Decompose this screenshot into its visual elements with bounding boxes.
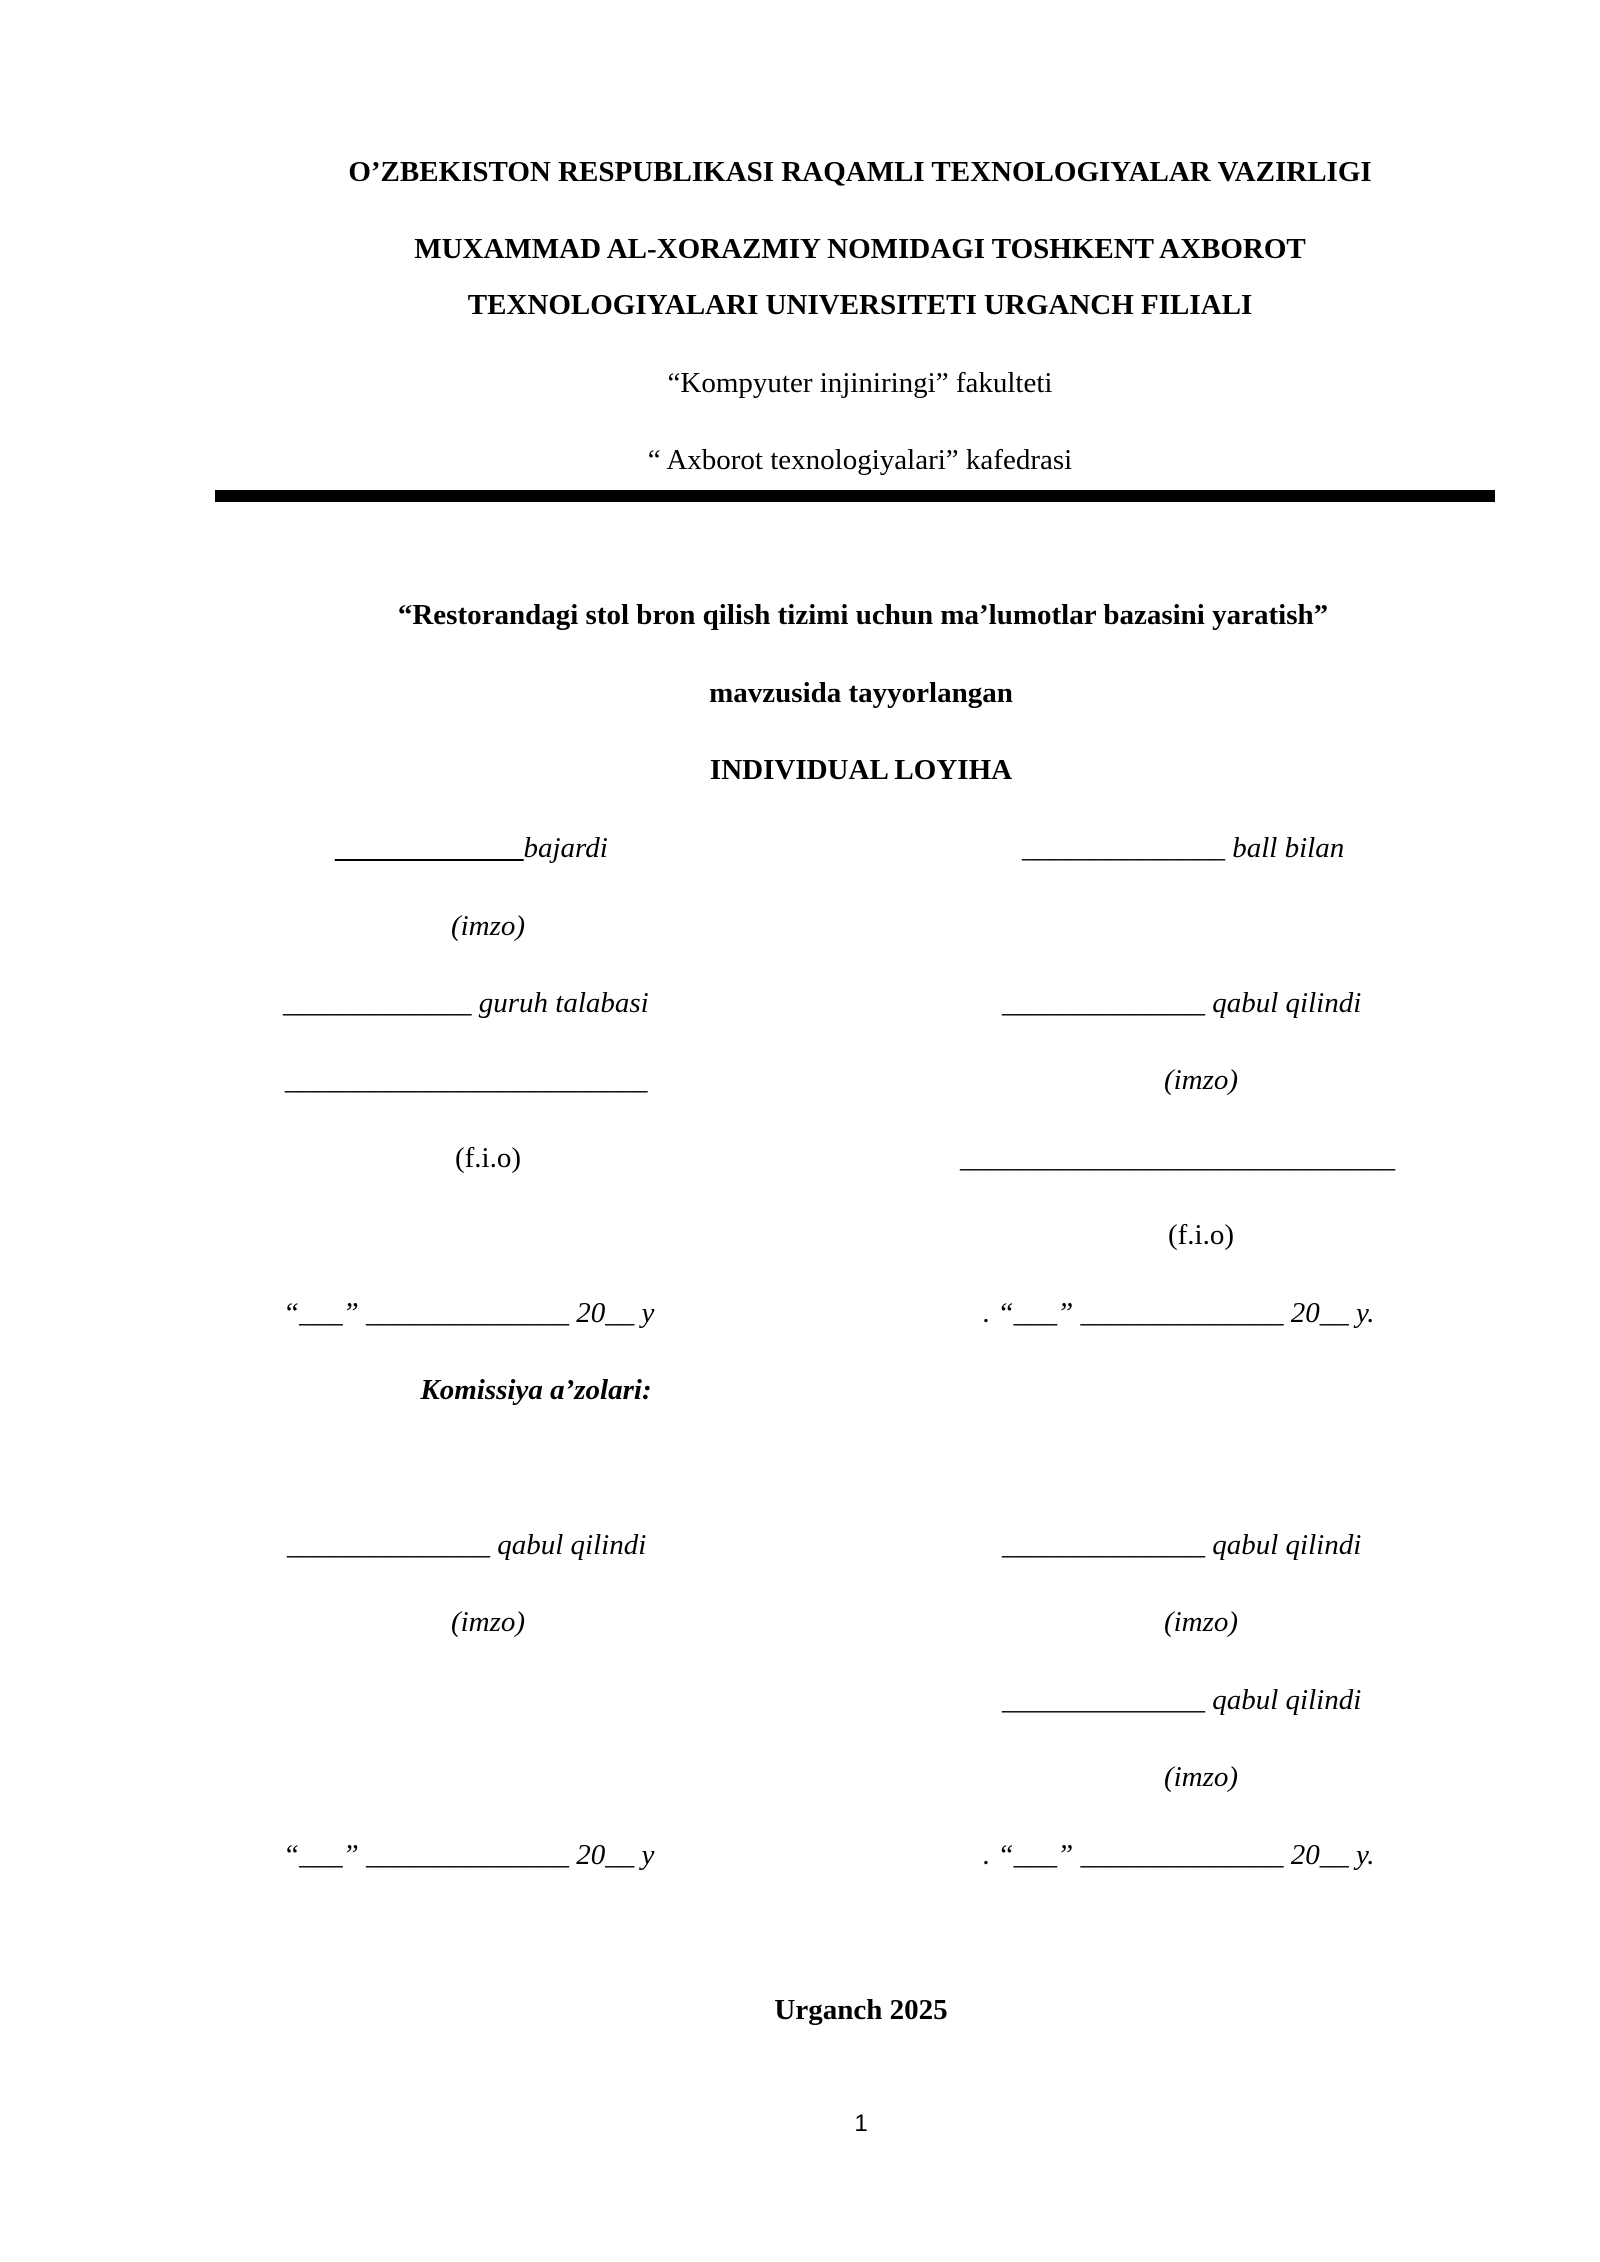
page-number: 1 xyxy=(854,2110,868,2137)
student-date-line: “___” ______________ 20__ y xyxy=(283,1297,655,1329)
commission-member3-signature: (imzo) xyxy=(1163,1761,1239,1793)
commission-member2-accepted: ______________ qabul qilindi xyxy=(1002,1529,1362,1561)
project-subtitle: mavzusida tayyorlangan xyxy=(709,677,1013,709)
header-divider xyxy=(215,490,1495,502)
score-line: ______________ ball bilan xyxy=(1022,832,1345,864)
commission-date-line: “___” ______________ 20__ y xyxy=(283,1839,655,1871)
project-topic: “Restorandagi stol bron qilish tizimi uchun ma’lumotlar bazasini yaratish” xyxy=(397,599,1329,631)
project-type: INDIVIDUAL LOYIHA xyxy=(709,754,1013,786)
student-group-line: _____________ guruh talabasi xyxy=(283,987,649,1019)
performed-by-line xyxy=(335,834,608,863)
commission-date-line-right: . “___” ______________ 20__ y. xyxy=(983,1839,1375,1871)
performed-by-label: bajardi xyxy=(523,832,608,864)
student-fio-label: (f.i.o) xyxy=(454,1142,522,1174)
faculty-name: “Kompyuter injiniringi” fakulteti xyxy=(667,367,1053,399)
student-signature-label: (imzo) xyxy=(450,910,526,942)
commission-member1-accepted: ______________ qabul qilindi xyxy=(287,1529,647,1561)
supervisor-fio-label: (f.i.o) xyxy=(1167,1219,1235,1251)
department-name: “ Axborot texnologiyalari” kafedrasi xyxy=(647,444,1073,476)
commission-member2-signature: (imzo) xyxy=(1163,1606,1239,1638)
performed-by-blank: _____________ xyxy=(335,832,524,864)
university-title-line2: TEXNOLOGIYALARI UNIVERSITETI URGANCH FILIALI xyxy=(467,289,1253,321)
supervisor-signature-label: (imzo) xyxy=(1163,1064,1239,1096)
supervisor-accepted-line: ______________ qabul qilindi xyxy=(1002,987,1362,1019)
commission-member3-accepted: ______________ qabul qilindi xyxy=(1002,1684,1362,1716)
commission-heading: Komissiya a’zolari: xyxy=(420,1374,652,1406)
student-name-line: _________________________ xyxy=(285,1064,648,1096)
supervisor-date-line: . “___” ______________ 20__ y. xyxy=(983,1297,1375,1329)
supervisor-name-line: ______________________________ xyxy=(960,1142,1395,1174)
university-title-line1: MUXAMMAD AL-XORAZMIY NOMIDAGI TOSHKENT AXBOROT xyxy=(414,233,1306,265)
city-year: Urganch 2025 xyxy=(774,1994,948,2026)
commission-member1-signature: (imzo) xyxy=(450,1606,526,1638)
ministry-title: O’ZBEKISTON RESPUBLIKASI RAQAMLI TEXNOLOGIYALAR VAZIRLIGI xyxy=(348,156,1372,188)
